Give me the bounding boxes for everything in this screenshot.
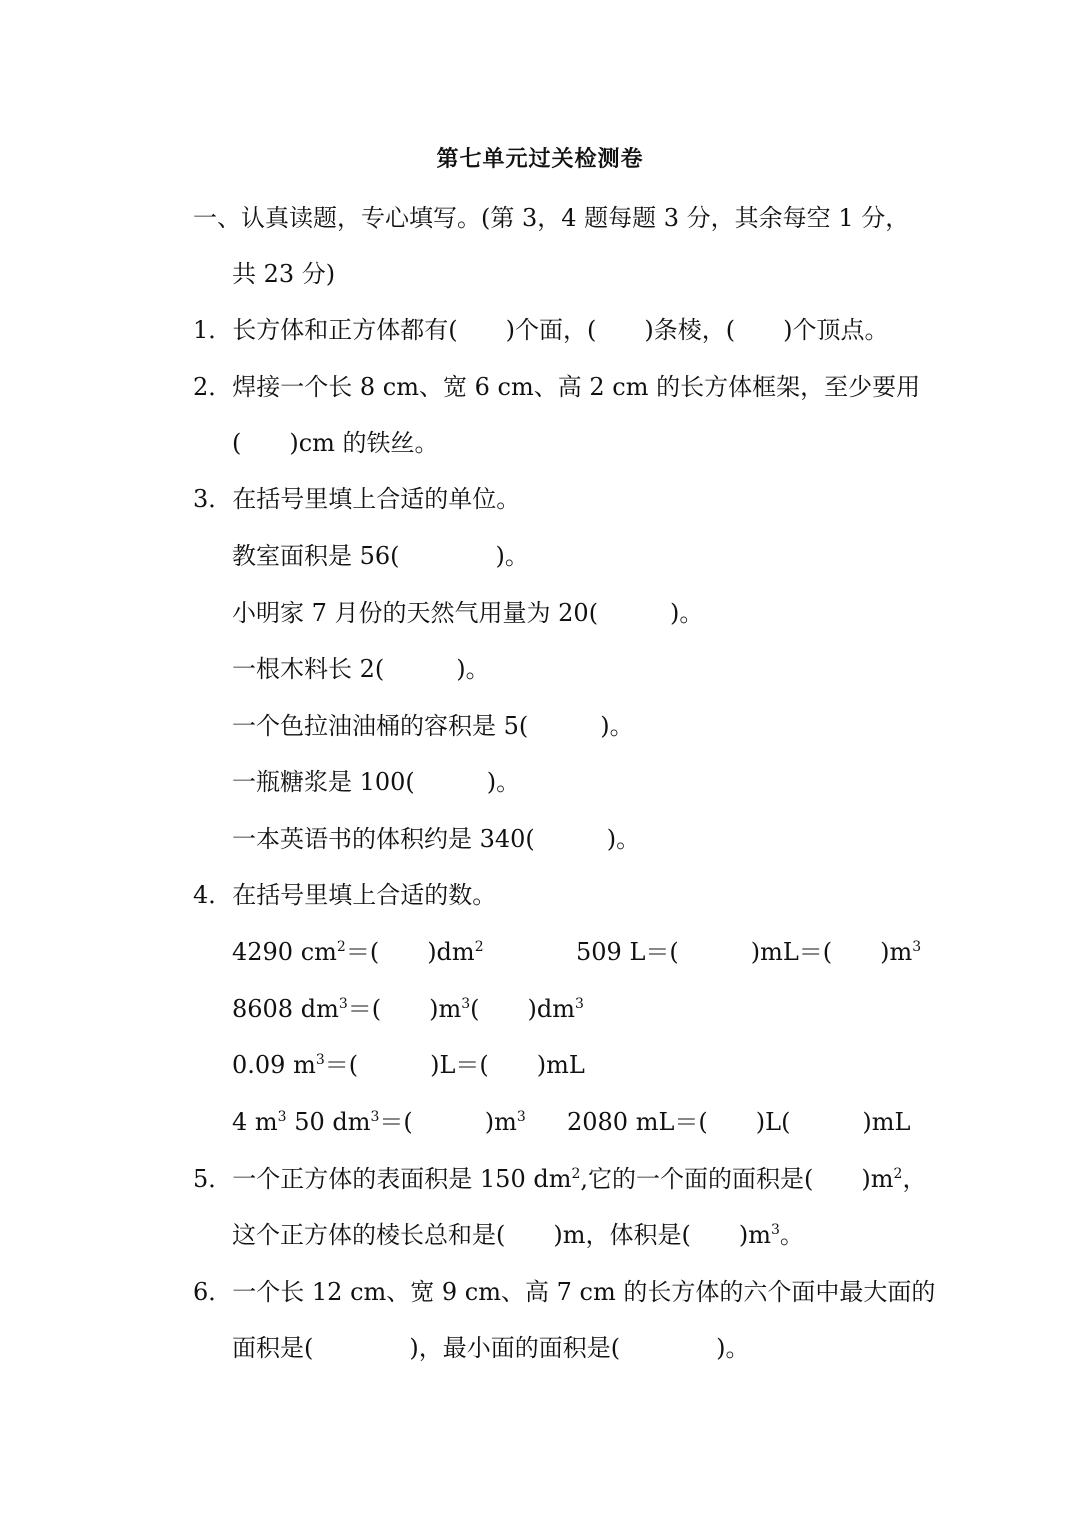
superscript: 3 — [516, 1109, 526, 1125]
question-text: 长方体和正方体都有( )个面，( )条棱，( )个顶点。 — [232, 316, 889, 344]
expr-text: 4290 cm — [232, 938, 337, 966]
question-text: 一个长 12 cm、宽 9 cm、高 7 cm 的长方体的六个面中最大面的 — [232, 1278, 936, 1306]
question-number: 3． — [193, 485, 233, 513]
question-number: 2． — [193, 373, 233, 401]
page-title: 第七单元过关检测卷 — [436, 147, 644, 172]
superscript: 2 — [474, 939, 484, 955]
superscript: 3 — [277, 1109, 287, 1125]
superscript: 3 — [461, 996, 471, 1012]
q4-row3 — [232, 1048, 585, 1082]
question-2-line2: ( )cm 的铁丝。 — [232, 429, 439, 457]
q4-row4-right: 2080 mL＝( )L( )mL — [567, 1108, 911, 1136]
q3-item: 小明家 7 月份的天然气用量为 20( )。 — [232, 599, 704, 627]
question-number: 1． — [193, 316, 233, 344]
question-text: 这个正方体的棱长总和是( )m，体积是( )m — [232, 1221, 771, 1249]
superscript: 3 — [370, 1109, 380, 1125]
q4-row2 — [232, 992, 584, 1026]
question-5-line2 — [232, 1218, 804, 1252]
question-1 — [193, 313, 888, 347]
q3-item: 教室面积是 56( )。 — [232, 542, 529, 570]
question-number: 4． — [193, 881, 233, 909]
expr-text: ＝( )m — [379, 1108, 517, 1136]
question-4 — [193, 878, 496, 912]
q3-item: 一本英语书的体积约是 340( )。 — [232, 825, 641, 853]
q3-item: 一根木料长 2( )。 — [232, 655, 490, 683]
superscript: 3 — [315, 1052, 325, 1068]
question-number: 6． — [193, 1278, 233, 1306]
superscript: 2 — [893, 1166, 903, 1182]
superscript: 3 — [338, 996, 348, 1012]
expr-text: 50 dm — [286, 1108, 371, 1136]
expr-text: 8608 dm — [232, 995, 339, 1023]
expr-text: ＝( )m — [347, 995, 462, 1023]
question-text: ,它的一个面的面积是( )m — [580, 1165, 894, 1193]
superscript: 2 — [336, 939, 346, 955]
section-heading-line2: 共 23 分) — [232, 260, 336, 288]
question-text: 在括号里填上合适的单位。 — [232, 485, 521, 513]
q4-row1-left — [232, 935, 484, 969]
superscript: 3 — [770, 1222, 780, 1238]
expr-text: ＝( )dm — [345, 938, 475, 966]
q3-item: 一瓶糖浆是 100( )。 — [232, 768, 521, 796]
question-number: 5． — [193, 1165, 233, 1193]
question-text: 。 — [779, 1221, 804, 1249]
expr-text: 509 L＝( )mL＝( )m — [576, 938, 913, 966]
question-text: 一个正方体的表面积是 150 dm — [232, 1165, 572, 1193]
question-5-line1 — [193, 1162, 926, 1196]
question-3 — [193, 482, 520, 516]
q3-item: 一个色拉油油桶的容积是 5( )。 — [232, 712, 634, 740]
question-text: 在括号里填上合适的数。 — [232, 881, 497, 909]
section-heading-line1: 一、认真读题，专心填写。(第 3，4 题每题 3 分，其余每空 1 分， — [193, 204, 910, 232]
expr-text: ＝( )L＝( )mL — [324, 1051, 585, 1079]
superscript: 3 — [575, 996, 584, 1012]
q4-row4-left — [232, 1105, 526, 1139]
question-2-line1 — [193, 370, 920, 404]
question-text: 焊接一个长 8 cm、宽 6 cm、高 2 cm 的长方体框架，至少要用 — [232, 373, 921, 401]
superscript: 2 — [571, 1166, 581, 1182]
expr-text: 4 m — [232, 1108, 278, 1136]
expr-text: ( )dm — [470, 995, 576, 1023]
expr-text: 0.09 m — [232, 1051, 316, 1079]
question-text: ， — [902, 1165, 927, 1193]
question-6-line1 — [193, 1275, 935, 1309]
q4-row1-right — [576, 935, 921, 969]
question-6-line2: 面积是( )，最小面的面积是( )。 — [232, 1334, 750, 1362]
superscript: 3 — [912, 939, 922, 955]
